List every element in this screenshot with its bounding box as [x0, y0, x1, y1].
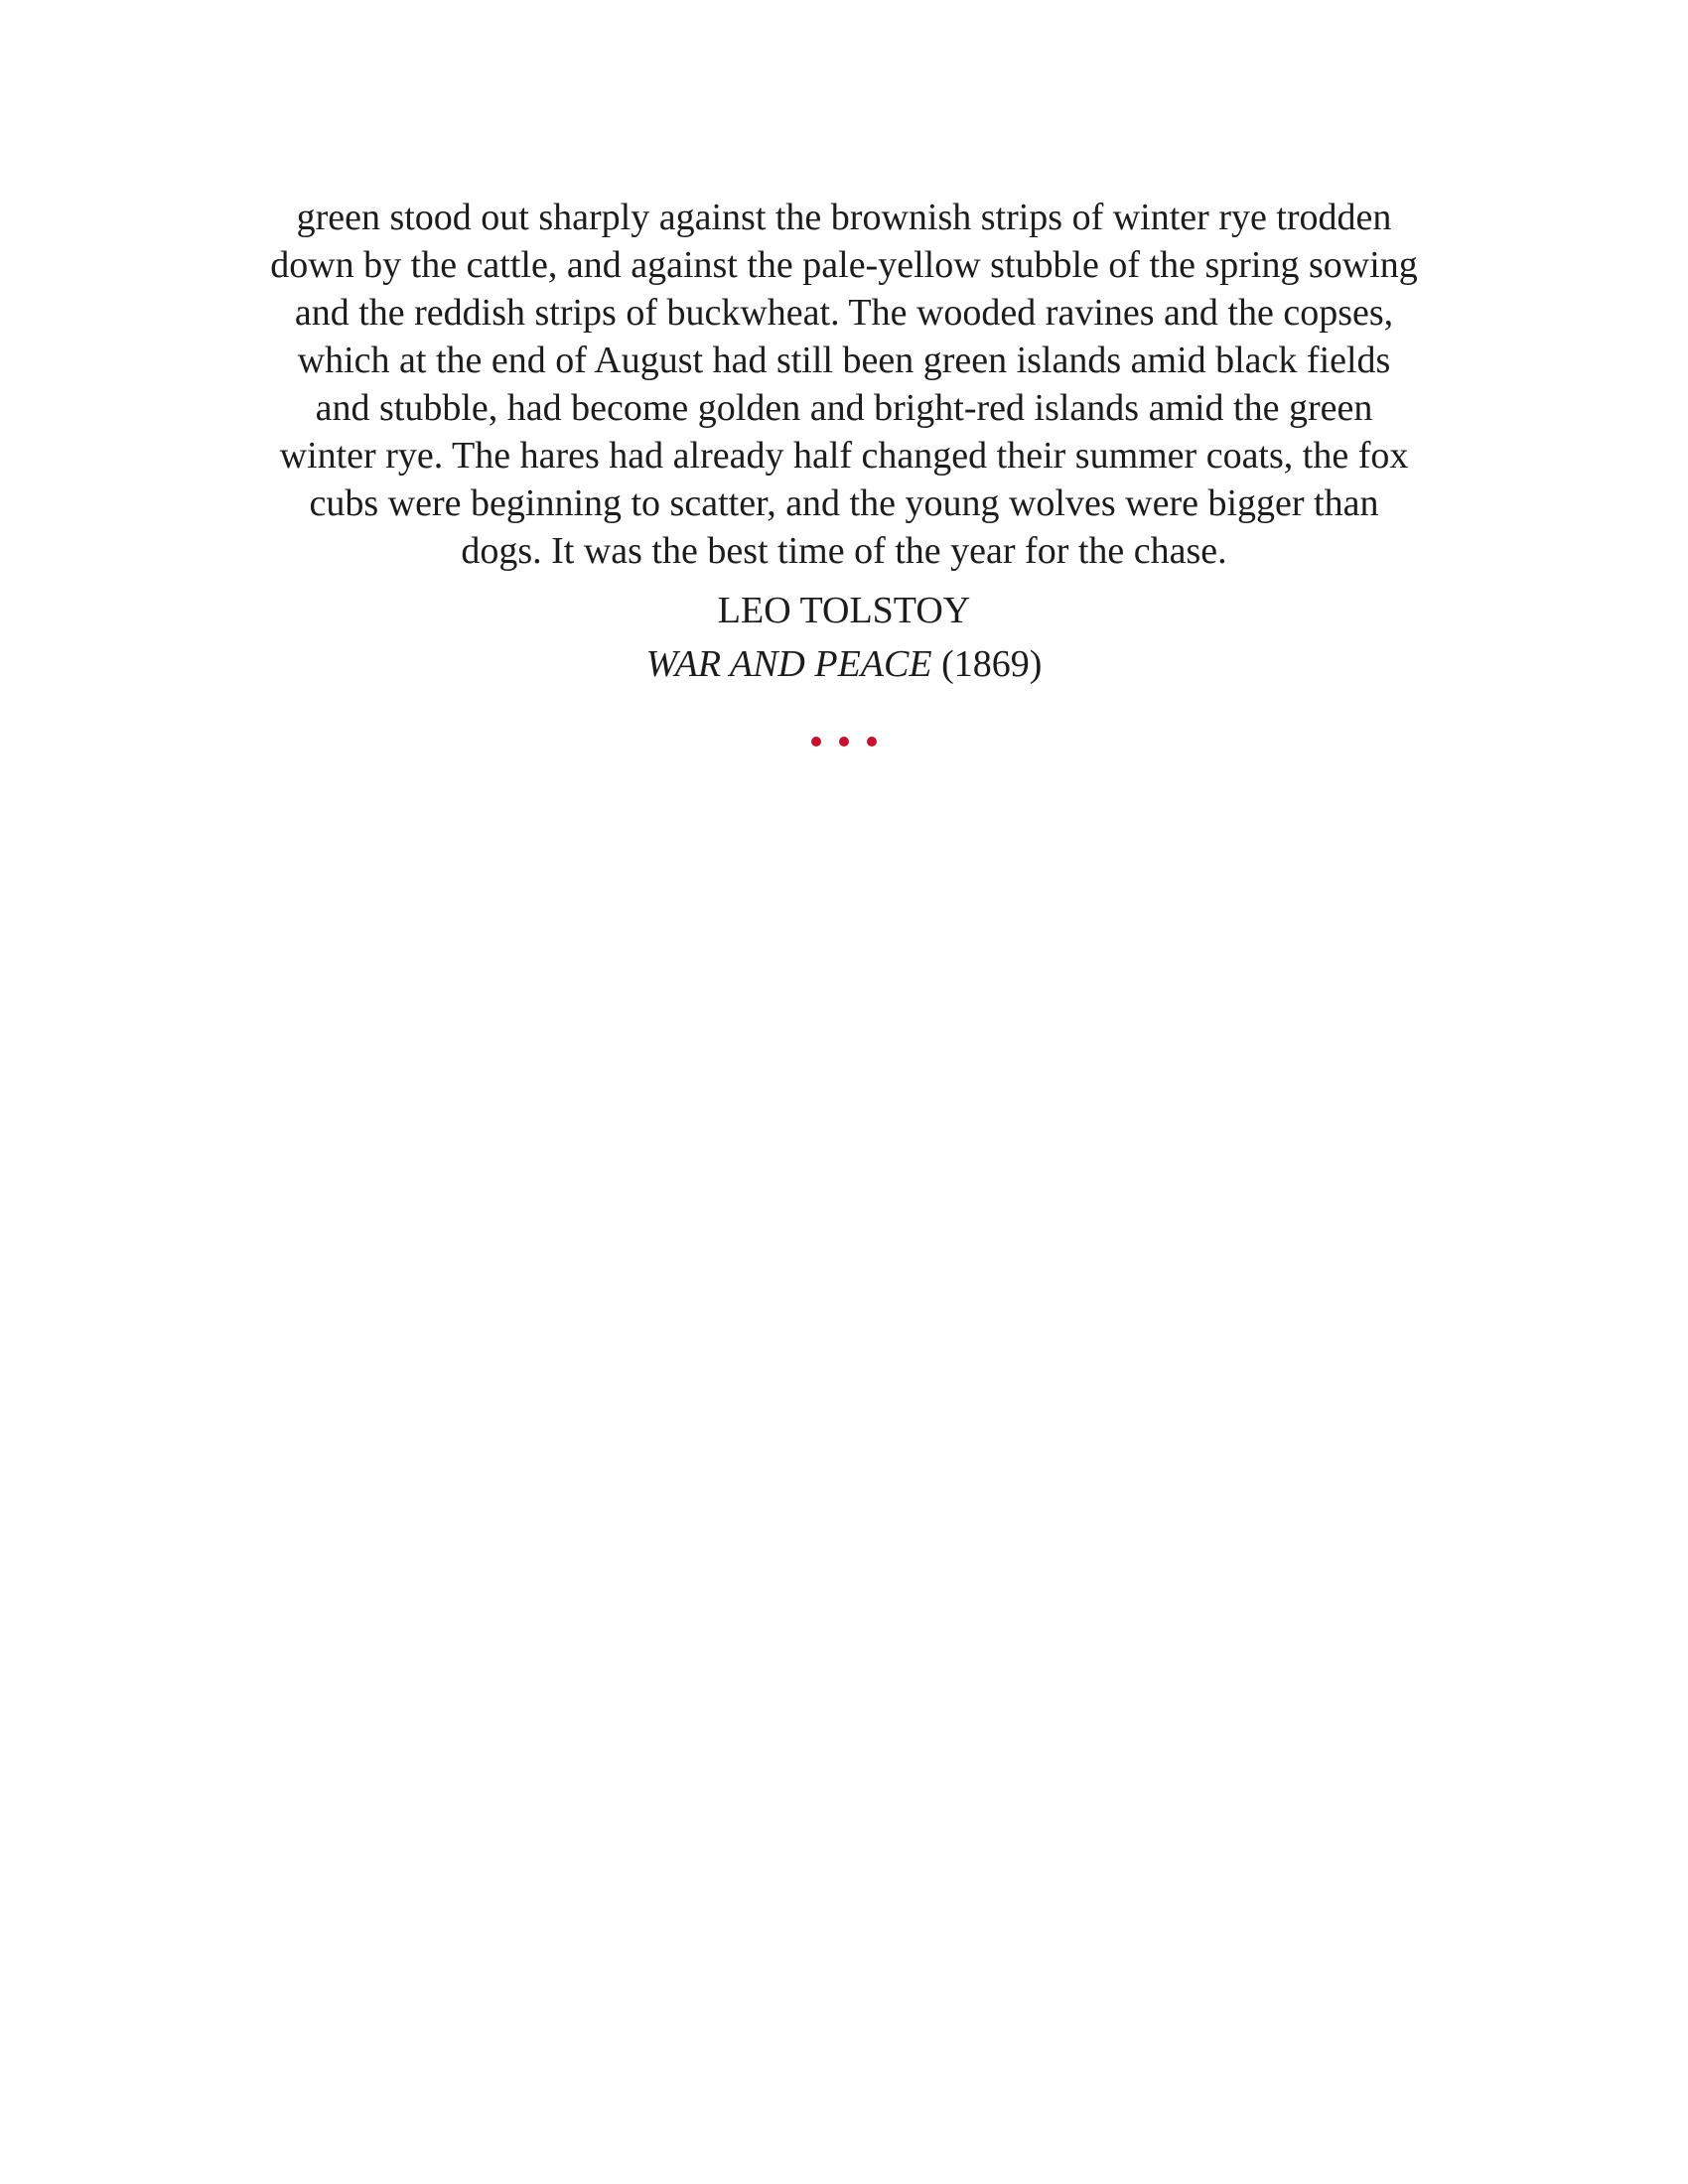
passage-line: and stubble, had become golden and bright-red islands amid the green: [315, 387, 1373, 429]
passage-line: cubs were beginning to scatter, and the young wolves were bigger than: [309, 482, 1379, 524]
section-break-ornament: [199, 736, 1489, 748]
epigraph-block: [199, 194, 1489, 748]
author-name: LEO TOLSTOY: [717, 590, 971, 631]
passage-line: down by the cattle, and against the pale-yellow stubble of the spring sowing: [270, 244, 1418, 286]
ornament-dot-icon: [811, 737, 821, 747]
passage-line: which at the end of August had still been green islands amid black fields: [297, 340, 1391, 381]
work-citation: [199, 640, 1489, 688]
passage-line: winter rye. The hares had already half changed their summer coats, the fox: [279, 435, 1409, 477]
passage-line: green stood out sharply against the brownish strips of winter rye trodden: [296, 197, 1392, 238]
quotation-passage: [199, 194, 1489, 575]
work-title: WAR AND PEACE: [645, 643, 932, 685]
passage-line: and the reddish strips of buckwheat. The wooded ravines and the copses,: [294, 292, 1394, 334]
work-year: (1869): [941, 643, 1043, 685]
ornament-dot-icon: [839, 737, 849, 747]
ornament-dot-icon: [867, 737, 877, 747]
passage-line: dogs. It was the best time of the year for the chase.: [461, 530, 1227, 572]
